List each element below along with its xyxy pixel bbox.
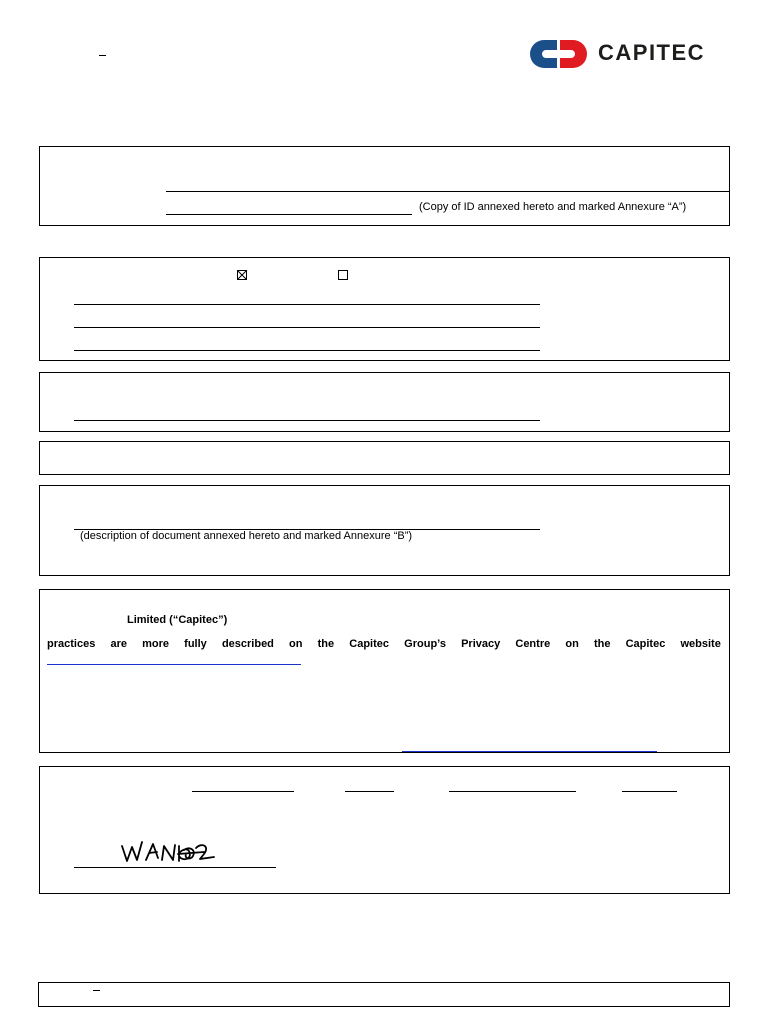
footer-dash: [93, 990, 100, 991]
document-annex-note: (description of document annexed hereto and marked Annexure “B”): [80, 530, 413, 542]
footer-box: [38, 982, 730, 1007]
signature-section: [39, 766, 730, 894]
options-line-3[interactable]: [74, 350, 540, 351]
header-dash: [99, 55, 106, 56]
privacy-word: practices: [47, 638, 96, 650]
privacy-word: Capitec: [625, 638, 666, 650]
place-line[interactable]: [192, 791, 294, 792]
privacy-word: described: [221, 638, 274, 650]
checkbox-cross-icon: [238, 271, 246, 279]
options-line-2[interactable]: [74, 327, 540, 328]
signature-line[interactable]: [74, 867, 276, 868]
privacy-email-link[interactable]: [402, 751, 657, 752]
id-number-line[interactable]: [166, 214, 412, 215]
id-annex-note: (Copy of ID annexed hereto and marked Annexure “A”): [419, 201, 687, 213]
details-line[interactable]: [74, 420, 540, 421]
privacy-justified-line: [47, 638, 721, 651]
privacy-word: the: [317, 638, 335, 650]
option-checkbox-unchecked[interactable]: [338, 270, 348, 280]
privacy-word: are: [110, 638, 127, 650]
id-name-line[interactable]: [166, 191, 730, 192]
privacy-word: the: [593, 638, 611, 650]
capitec-logo-mark: [530, 38, 588, 70]
privacy-word: on: [565, 638, 579, 650]
options-section: [39, 257, 730, 361]
option-checkbox-checked[interactable]: [237, 270, 247, 280]
privacy-company-fragment: Limited (“Capitec”): [127, 614, 228, 626]
privacy-word: Centre: [515, 638, 551, 650]
privacy-word: fully: [184, 638, 207, 650]
capitec-logo-text: CAPITEC: [598, 40, 706, 65]
privacy-word: more: [142, 638, 170, 650]
privacy-centre-link[interactable]: [47, 664, 301, 665]
month-line[interactable]: [449, 791, 576, 792]
empty-section: [39, 441, 730, 475]
year-line[interactable]: [622, 791, 677, 792]
options-line-1[interactable]: [74, 304, 540, 305]
privacy-word: Privacy: [461, 638, 501, 650]
privacy-word: Group’s: [404, 638, 446, 650]
handwritten-signature: [118, 836, 218, 866]
day-line[interactable]: [345, 791, 394, 792]
privacy-word: on: [289, 638, 303, 650]
details-section: [39, 372, 730, 432]
privacy-word: Capitec: [349, 638, 390, 650]
privacy-word: website: [680, 638, 721, 650]
